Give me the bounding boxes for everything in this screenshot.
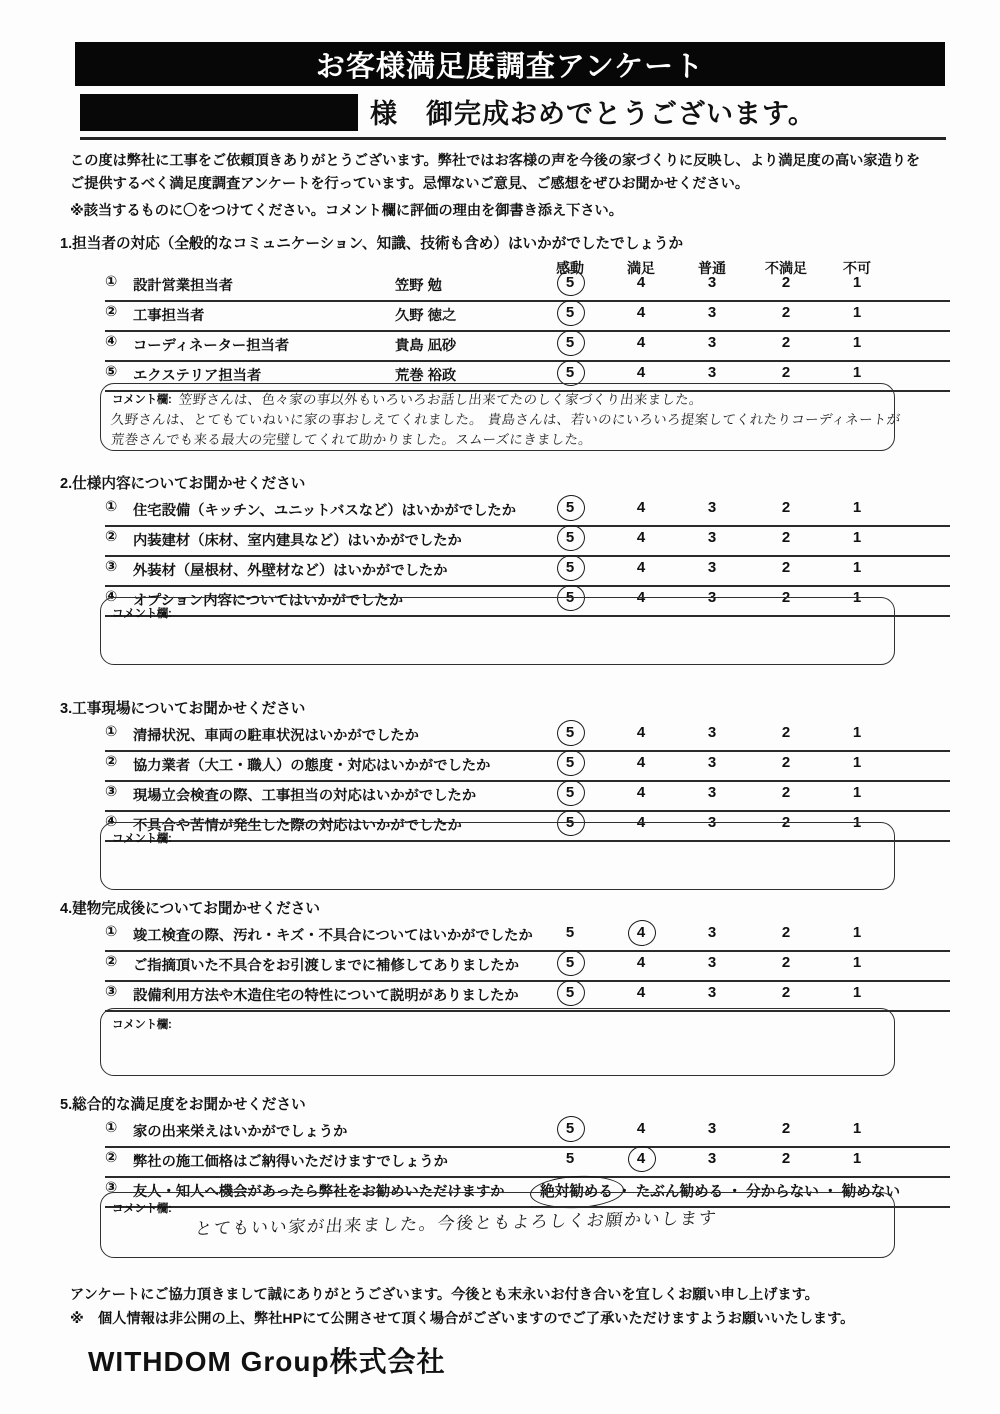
rating-option-5[interactable] [542, 274, 598, 291]
rating-option-4[interactable]: 4 [636, 559, 646, 576]
congratulation-text: 様 御完成おめでとうございます。 [370, 99, 816, 129]
intro-line-2: ご提供するべく満足度調査アンケートを行っています。忌憚ないご意見、ご感想をぜひお聞かせください。 [70, 175, 750, 192]
rating-option-2[interactable]: 2 [781, 784, 791, 801]
rating-option-3[interactable]: 3 [707, 784, 717, 801]
question-row [105, 752, 950, 782]
rating-option-4[interactable]: 4 [636, 499, 646, 516]
rating-option-3[interactable]: 3 [707, 1120, 717, 1137]
selected-rating-circle: 5 [565, 499, 575, 516]
question-row [105, 557, 950, 587]
comment-label: コメント欄: [112, 608, 172, 620]
recommend-option-4[interactable]: 勧めない [841, 1184, 901, 1200]
comment-box-section-2[interactable] [100, 597, 895, 665]
rating-option-4[interactable] [613, 924, 669, 941]
rating-option-3[interactable]: 3 [707, 304, 717, 321]
intro-paragraph [70, 150, 950, 223]
rating-option-3[interactable]: 3 [707, 589, 717, 606]
rating-option-2[interactable]: 2 [781, 499, 791, 516]
rating-option-4[interactable]: 4 [636, 724, 646, 741]
question-text: 友人・知人へ機会があったら弊社をお勧めいただけますか [133, 1184, 505, 1200]
rating-option-4[interactable]: 4 [636, 334, 646, 351]
rating-option-4[interactable]: 4 [636, 304, 646, 321]
question-number: ④ [105, 334, 118, 350]
rating-option-4[interactable]: 4 [636, 954, 646, 971]
selected-rating-circle: 5 [565, 954, 575, 971]
question-row [105, 782, 950, 812]
rating-option-1[interactable]: 1 [852, 559, 862, 576]
comment-box-section-4[interactable] [100, 1008, 895, 1076]
selected-rating-circle: 5 [565, 559, 575, 576]
rating-option-2[interactable]: 2 [781, 754, 791, 771]
rating-option-3[interactable]: 3 [707, 499, 717, 516]
rating-option-4[interactable]: 4 [636, 364, 646, 381]
recommend-option-3[interactable]: 分からない [745, 1184, 819, 1200]
scale-header-1: 感動 [556, 260, 584, 276]
rating-option-5[interactable] [542, 754, 598, 771]
rating-option-2[interactable]: 2 [781, 1120, 791, 1137]
selected-rating-circle: 5 [565, 364, 575, 381]
selected-rating-circle: 5 [565, 589, 575, 606]
question-number: ③ [105, 559, 118, 575]
footer-privacy: ※ 個人情報は非公開の上、弊社HPにて公開させて頂く場合がございますのでご了承いただけますようお願いいたします。 [70, 1311, 855, 1327]
section-title-2: 2.仕様内容についてお聞かせください [60, 476, 306, 492]
question-number: ② [105, 304, 118, 320]
rating-option-1[interactable]: 1 [852, 724, 862, 741]
question-text: 不具合や苦情が発生した際の対応はいかがでしたか [133, 818, 462, 834]
selected-rating-circle: 5 [565, 334, 575, 351]
company-name: WITHDOM Group株式会社 [88, 1346, 446, 1377]
rating-option-1[interactable]: 1 [852, 334, 862, 351]
rating-option-2[interactable]: 2 [781, 954, 791, 971]
section-title-3: 3.工事現場についてお聞かせください [60, 701, 306, 717]
handwritten-comment-line: 荒巻さんでも来る最大の完璧してくれて助かりました。スムーズにきました。 [109, 433, 594, 448]
rating-option-3[interactable]: 3 [707, 529, 717, 546]
question-number: ③ [105, 784, 118, 800]
comment-label: コメント欄: [112, 1019, 172, 1031]
scale-header-3: 普通 [698, 260, 726, 276]
question-text: オプション内容についてはいかがでしたか [133, 593, 404, 609]
rating-option-5[interactable] [542, 984, 598, 1001]
rating-option-1[interactable]: 1 [852, 754, 862, 771]
question-row [105, 1148, 950, 1178]
question-text: 弊社の施工価格はご納得いただけますでしょうか [133, 1154, 448, 1170]
question-text: 竣工検査の際、汚れ・キズ・不具合についてはいかがでしたか [133, 928, 533, 944]
rating-option-5[interactable] [542, 364, 598, 381]
rating-option-5[interactable] [542, 784, 598, 801]
rating-option-4[interactable]: 4 [636, 814, 646, 831]
scale-header-4: 不満足 [765, 260, 807, 276]
question-number: ① [105, 499, 118, 515]
recommend-option-2[interactable]: たぶん勧める [635, 1184, 724, 1200]
question-row [105, 272, 950, 302]
question-text: 外装材（屋根材、外壁材など）はいかがでしたか [133, 563, 448, 579]
rating-option-5[interactable] [542, 724, 598, 741]
rating-option-1[interactable]: 1 [852, 1120, 862, 1137]
question-text: 現場立会検査の際、工事担当の対応はいかがでしたか [133, 788, 477, 804]
question-number: ④ [105, 814, 118, 830]
rating-option-2[interactable]: 2 [781, 304, 791, 321]
question-text: コーディネーター担当者 [133, 338, 290, 354]
rating-option-4[interactable]: 4 [636, 754, 646, 771]
rating-option-3[interactable]: 3 [707, 364, 717, 381]
rating-option-3[interactable]: 3 [707, 754, 717, 771]
question-text: 設備利用方法や木造住宅の特性について説明がありましたか [133, 988, 519, 1004]
option-separator: ・ [818, 1184, 842, 1200]
selected-rating-circle: 5 [565, 304, 575, 321]
question-text: 清掃状況、車両の駐車状況はいかがでしたか [133, 728, 419, 744]
question-number: ① [105, 724, 118, 740]
selected-rating-circle: 5 [565, 984, 575, 1001]
rating-option-5[interactable] [542, 304, 598, 321]
rating-option-2[interactable]: 2 [781, 559, 791, 576]
rating-option-2[interactable]: 2 [781, 364, 791, 381]
rating-option-4[interactable]: 4 [636, 984, 646, 1001]
rating-option-5[interactable] [542, 334, 598, 351]
comment-label: コメント欄: [112, 833, 172, 845]
rating-option-1[interactable]: 1 [852, 499, 862, 516]
question-row [105, 722, 950, 752]
intro-note: ※該当するものに〇をつけてください。コメント欄に評価の理由を御書き添え下さい。 [70, 203, 623, 219]
rating-option-2[interactable]: 2 [781, 814, 791, 831]
question-number: ③ [105, 984, 118, 1000]
question-number: ③ [105, 1180, 118, 1196]
rating-option-5[interactable]: 5 [565, 924, 575, 941]
rating-option-5[interactable] [542, 1120, 598, 1137]
question-number: ① [105, 924, 118, 940]
question-row [105, 497, 950, 527]
rating-option-1[interactable]: 1 [852, 529, 862, 546]
rating-option-3[interactable]: 3 [707, 954, 717, 971]
rating-option-3[interactable]: 3 [707, 1150, 717, 1167]
intro-line-1: この度は弊社に工事をご依頼頂きありがとうございます。弊社ではお客様の声を今後の家づくりに反映し、より満足度の高い家造りを [70, 153, 921, 169]
section-title-1: 1.担当者の対応（全般的なコミュニケーション、知識、技術も含め）はいかがでしたでしょうか [60, 236, 684, 252]
question-text: ご指摘頂いた不具合をお引渡しまでに補修してありましたか [133, 958, 520, 974]
rating-option-2[interactable]: 2 [781, 984, 791, 1001]
question-number: ① [105, 274, 118, 290]
rating-option-4[interactable]: 4 [636, 784, 646, 801]
rating-option-1[interactable]: 1 [852, 924, 862, 941]
scale-header-2: 満足 [627, 260, 655, 276]
question-number: ② [105, 954, 118, 970]
handwritten-comment-line: とてもいい家が出来ました。今後ともよろしくお願かいします [193, 1208, 719, 1240]
question-text: 内装建材（床材、室内建具など）はいかがでしたか [133, 533, 462, 549]
question-text: 工事担当者 [133, 308, 205, 324]
question-text: 協力業者（大工・職人）の態度・対応はいかがでしたか [133, 758, 491, 774]
rating-option-1[interactable]: 1 [852, 984, 862, 1001]
scale-header-5: 不可 [843, 260, 871, 276]
option-separator: ・ [723, 1184, 746, 1200]
person-name: 久野 徳之 [395, 308, 457, 324]
question-number: ④ [105, 589, 118, 605]
option-separator: ・ [612, 1184, 636, 1200]
rating-option-2[interactable]: 2 [781, 924, 791, 941]
question-row [105, 1118, 950, 1148]
comment-label: コメント欄: [112, 1203, 172, 1215]
person-name: 貴島 凪砂 [395, 338, 457, 354]
person-name: 荒巻 裕政 [395, 368, 457, 384]
question-text: 住宅設備（キッチン、ユニットバスなど）はいかがでしたか [133, 503, 517, 519]
section-title-4: 4.建物完成後についてお聞かせください [60, 901, 320, 917]
redacted-customer-name [80, 94, 358, 131]
selected-rating-circle: 5 [565, 784, 575, 801]
selected-rating-circle: 5 [565, 814, 575, 831]
rating-option-1[interactable]: 1 [852, 1150, 862, 1167]
rating-option-4[interactable]: 4 [636, 529, 646, 546]
selected-rating-circle: 5 [565, 754, 575, 771]
page-title: お客様満足度調査アンケート [75, 42, 945, 86]
question-number: ② [105, 1150, 118, 1166]
question-number: ① [105, 1120, 118, 1136]
person-name: 笠野 勉 [395, 278, 442, 294]
rating-option-5[interactable] [542, 499, 598, 516]
selected-rating-circle: 5 [565, 724, 575, 741]
handwritten-comment-line: 笠野さんは、色々家の事以外もいろいろお話し出来てたのしく家づくり出来ました。 [177, 393, 704, 408]
rating-option-3[interactable]: 3 [707, 274, 717, 291]
rating-option-4[interactable] [613, 1150, 669, 1167]
question-row [105, 332, 950, 362]
rating-option-2[interactable]: 2 [781, 724, 791, 741]
rating-option-2[interactable]: 2 [781, 274, 791, 291]
rating-option-3[interactable]: 3 [707, 559, 717, 576]
question-row [105, 302, 950, 332]
rating-option-3[interactable]: 3 [707, 334, 717, 351]
section-title-5: 5.総合的な満足度をお聞かせください [60, 1097, 306, 1113]
rating-option-5[interactable]: 5 [565, 1150, 575, 1167]
rating-option-5[interactable] [542, 529, 598, 546]
rating-option-3[interactable]: 3 [707, 724, 717, 741]
selected-rating-circle: 5 [565, 529, 575, 546]
rating-option-1[interactable]: 1 [852, 364, 862, 381]
rating-option-2[interactable]: 2 [781, 1150, 791, 1167]
rating-option-4[interactable]: 4 [636, 274, 646, 291]
rating-option-4[interactable]: 4 [636, 1120, 646, 1137]
question-text: エクステリア担当者 [133, 368, 262, 384]
question-row [105, 527, 950, 557]
selected-rating-circle: 5 [565, 274, 575, 291]
question-row [105, 952, 950, 982]
rating-option-1[interactable]: 1 [852, 954, 862, 971]
rating-option-2[interactable]: 2 [781, 334, 791, 351]
question-number: ⑤ [105, 364, 118, 380]
rating-option-2[interactable]: 2 [781, 529, 791, 546]
rating-option-2[interactable]: 2 [781, 589, 791, 606]
selected-rating-circle: 4 [636, 1150, 646, 1167]
comment-box-section-3[interactable] [100, 822, 895, 890]
handwritten-comment-line: 久野さんは、とてもていねいに家の事おしえてくれました。 貴島さんは、若いのにいろいろ提案してくれたりコーディネートが [109, 413, 902, 428]
rating-option-1[interactable]: 1 [852, 784, 862, 801]
rating-option-1[interactable]: 1 [852, 814, 862, 831]
recommend-option-1[interactable]: 絶対勧める [540, 1180, 613, 1201]
rating-option-3[interactable]: 3 [707, 984, 717, 1001]
rating-option-5[interactable] [542, 954, 598, 971]
comment-box-section-1[interactable] [100, 383, 902, 451]
selected-rating-circle: 4 [636, 924, 646, 941]
selected-rating-circle: 5 [565, 1120, 575, 1137]
rating-option-3[interactable]: 3 [707, 814, 717, 831]
rating-option-1[interactable]: 1 [852, 589, 862, 606]
question-number: ② [105, 754, 118, 770]
rating-option-5[interactable] [542, 559, 598, 576]
footer-thanks: アンケートにご協力頂きまして誠にありがとうございます。今後とも末永いお付き合いを宜しくお願い申し上げます。 [70, 1287, 819, 1303]
rating-option-3[interactable]: 3 [707, 924, 717, 941]
comment-box-section-5[interactable] [100, 1192, 895, 1258]
rating-option-1[interactable]: 1 [852, 304, 862, 321]
comment-label: コメント欄: [112, 394, 172, 406]
question-row [105, 922, 950, 952]
question-text: 家の出来栄えはいかがでしょうか [133, 1124, 348, 1140]
question-number: ② [105, 529, 118, 545]
rating-option-1[interactable]: 1 [852, 274, 862, 291]
question-text: 設計営業担当者 [133, 278, 234, 294]
customer-name-line [80, 92, 945, 134]
header-divider [80, 137, 946, 140]
rating-option-4[interactable]: 4 [636, 589, 646, 606]
